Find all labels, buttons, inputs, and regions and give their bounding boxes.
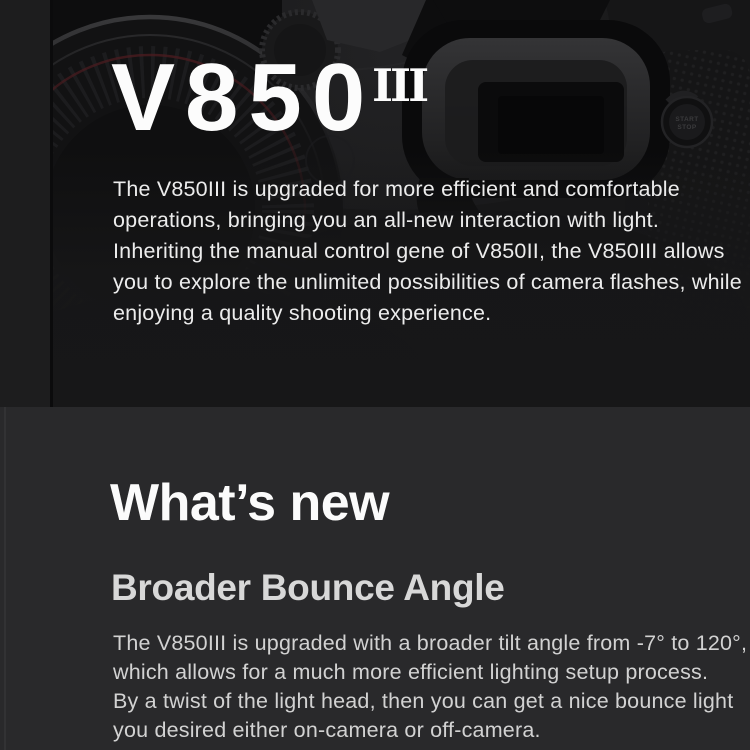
product-generation-numeral: III [372,59,427,112]
product-logo [111,44,427,151]
feature-title: Broader Bounce Angle [111,567,505,608]
whats-new-section [0,407,750,750]
photo-left-edge [50,0,53,407]
feature-description-line: By a twist of the light head, then you can get a nice bounce light [113,689,734,713]
feature-description-line: The V850III is upgraded with a broader tilt angle from -7° to 120°, [113,631,748,655]
product-model-text: V850 [111,44,376,151]
whats-new-title: What’s new [110,474,390,532]
hero-left-strip [0,0,50,407]
start-stop-label-line1: START [675,116,699,123]
feature-description-line: you desired either on-camera or off-camera. [113,718,541,742]
description-line: enjoying a quality shooting experience. [113,301,492,325]
description-line: you to explore the unlimited possibilities of camera flashes, while [113,270,742,294]
start-stop-label-line2: STOP [677,124,697,131]
feature-description [113,629,747,745]
left-edge-hairline [4,407,6,750]
description-line: Inheriting the manual control gene of V850II, the V850III allows [113,239,725,263]
feature-description-line: which allows for a much more efficient lighting setup process. [113,660,709,684]
product-description [113,174,742,329]
description-line: The V850III is upgraded for more efficient and comfortable [113,177,680,201]
description-line: operations, bringing you an all-new interaction with light. [113,208,660,232]
